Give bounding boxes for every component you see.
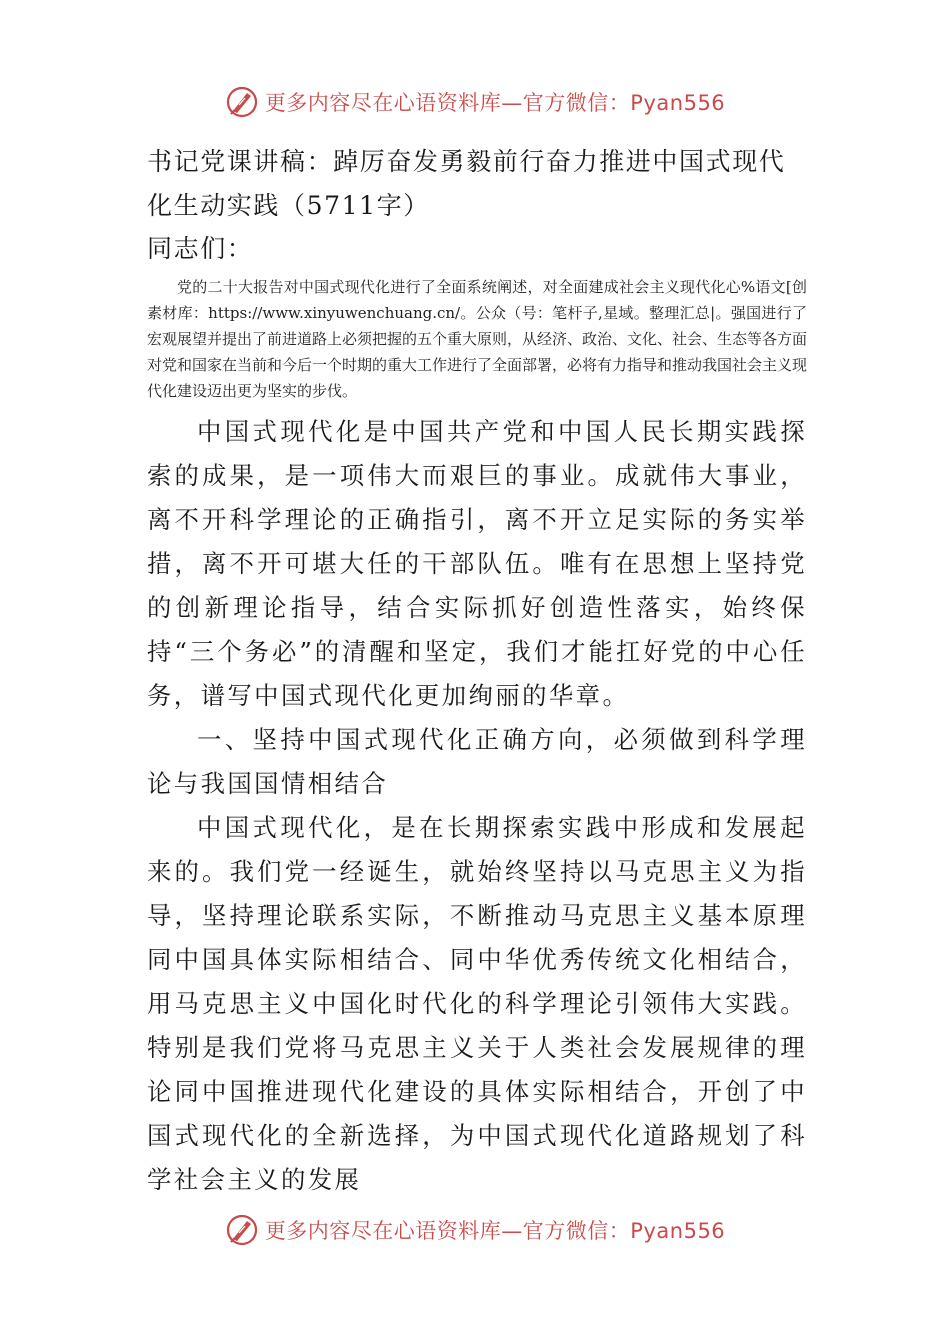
document-title: 书记党课讲稿：踔厉奋发勇毅前行奋力推进中国式现代化生动实践（5711字） — [147, 147, 786, 220]
intro-paragraph: 党的二十大报告对中国式现代化进行了全面系统阐述，对全面建成社会主义现代化心%语文[创素材库：https://www.xinyuwenchuang.cn/。公众（号：笔杆子,星域。整理汇总|。强国进行了宏观展望并提出了前进道路上必须把握的五个重大原则，从经济、政治、文化、社会、生态等各方面对党和国家在当前和今后一个时期的重大工作进行了全面部署，必将有力指导和推动我国社会主义现代化建设迈出更为坚实的步伐。 — [147, 278, 808, 400]
header-banner — [0, 80, 950, 124]
banner-text: 更多内容尽在心语资料库—官方微信：Pyan556 — [264, 1219, 726, 1243]
quill-pen-logo-icon — [225, 1213, 259, 1247]
document-body — [147, 140, 807, 1202]
section-heading-1: 一、坚持中国式现代化正确方向，必须做到科学理论与我国国情相结合 — [147, 725, 807, 798]
footer-banner — [0, 1208, 950, 1252]
quill-pen-logo-icon — [225, 85, 259, 119]
greeting: 同志们： — [147, 234, 254, 263]
body-paragraph-2: 中国式现代化，是在长期探索实践中形成和发展起来的。我们党一经诞生，就始终坚持以马克思主义为指导，坚持理论联系实际，不断推动马克思主义基本原理同中国具体实际相结合、同中华优秀传统文化相结合，用马克思主义中国化时代化的科学理论引领伟大实践。特别是我们党将马克思主义关于人类社会发展规律的理论同中国推进现代化建设的具体实际相结合，开创了中国式现代化的全新选择，为中国式现代化道路规划了科学社会主义的发展 — [147, 813, 807, 1194]
body-paragraph-1: 中国式现代化是中国共产党和中国人民长期实践探索的成果，是一项伟大而艰巨的事业。成就伟大事业，离不开科学理论的正确指引，离不开立足实际的务实举措，离不开可堪大任的干部队伍。唯有在思想上坚持党的创新理论指导，结合实际抓好创造性落实，始终保持“三个务必”的清醒和坚定，我们才能扛好党的中心任务，谱写中国式现代化更加绚丽的华章。 — [147, 417, 807, 710]
banner-text: 更多内容尽在心语资料库—官方微信：Pyan556 — [264, 91, 726, 115]
